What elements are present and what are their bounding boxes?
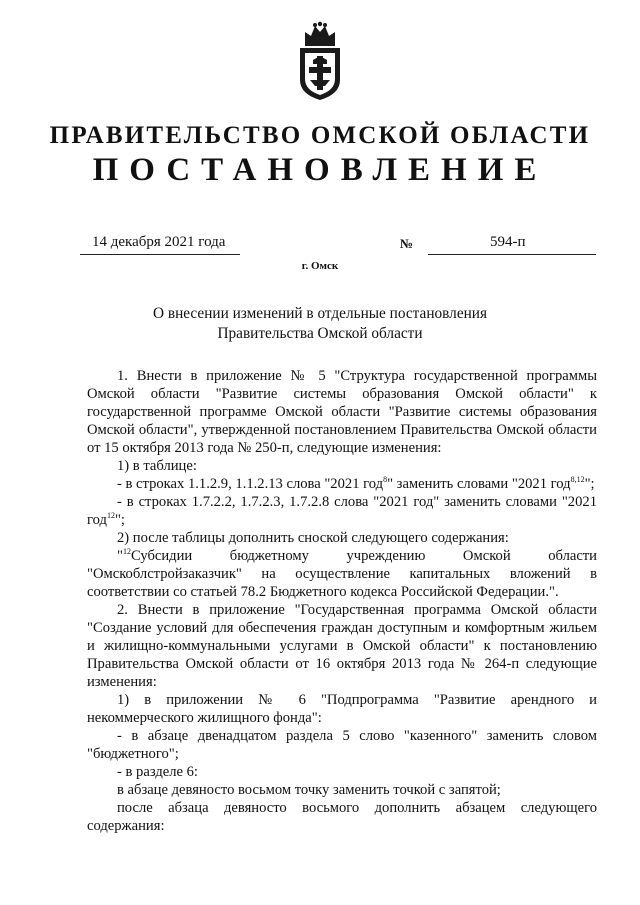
paragraph-10: - в разделе 6: xyxy=(117,764,198,780)
paragraph-6-text-b: Субсидии бюджетному учреждению Омской области "Омскоблстройзаказчик" на осуществление капитальных вложений в соответствии со статьей 78.2 Бюджетного кодекса Российской Федерации.". xyxy=(87,548,597,600)
paragraph-3-text-a: - в строках 1.1.2.9, 1.1.2.13 слова "2021 год xyxy=(117,476,384,492)
paragraph-3-text-c: "; xyxy=(584,476,595,492)
paragraph-1: 1. Внести в приложение № 5 "Структура государственной программы Омской области "Развитие системы образования Омской области" к государственной программе Омской области "Развитие системы образования Омской области", утвержденной постановлением Правительства Омской области от 15 октября 2013 года № 250-п, следующие изменения: xyxy=(87,368,597,456)
paragraph-2: 1) в таблице: xyxy=(117,458,197,474)
paragraph-3 xyxy=(87,475,597,493)
paragraph-4 xyxy=(87,493,597,529)
document-number: 594-п xyxy=(490,234,526,250)
document-date: 14 декабря 2021 года xyxy=(92,234,226,250)
document-subject xyxy=(0,304,640,344)
paragraph-6 xyxy=(87,547,597,601)
footnote-ref-12: 12 xyxy=(106,511,115,521)
paragraph-5: 2) после таблицы дополнить сноской следующего содержания: xyxy=(117,530,509,546)
paragraph-7: 2. Внести в приложение "Государственная программа Омской области "Создание условий для обеспечения граждан доступным и комфортным жильем и жилищно-коммунальными услугами в Омской области" к постановлению Правительства Омской области от 16 октября 2013 года № 264-п следующие изменения: xyxy=(87,602,597,690)
document-type-title: ПОСТАНОВЛЕНИЕ xyxy=(92,152,548,188)
paragraph-9: - в абзаце двенадцатом раздела 5 слово "казенного" заменить словом "бюджетного"; xyxy=(87,728,597,762)
paragraph-6-text-a: " xyxy=(117,548,123,564)
document-body xyxy=(87,367,597,835)
footnote-marker-12: 12 xyxy=(122,547,131,557)
date-field xyxy=(80,234,240,255)
footnote-ref-8-12: 8,12 xyxy=(570,475,585,485)
paragraph-4-text-b: "; xyxy=(114,512,125,528)
paragraph-11: в абзаце девяносто восьмом точку заменить точкой с запятой; xyxy=(117,782,501,798)
paragraph-8: 1) в приложении № 6 "Подпрограмма "Развитие арендного и некоммерческого жилищного фонда": xyxy=(87,692,597,726)
paragraph-12: после абзаца девяносто восьмого дополнить абзацем следующего содержания: xyxy=(87,800,597,834)
paragraph-4-text-a: - в строках 1.7.2.2, 1.7.2.3, 1.7.2.8 слова "2021 год" заменить словами "2021 год xyxy=(87,494,597,528)
city-label: г. Омск xyxy=(301,260,339,272)
number-label: № xyxy=(400,236,414,251)
paragraph-3-text-b: " заменить словами "2021 год xyxy=(387,476,571,492)
number-field xyxy=(428,234,596,255)
footnote-ref-8: 8 xyxy=(383,475,388,485)
omsk-coat-of-arms-icon xyxy=(295,20,345,102)
subject-line-2: Правительства Омской области xyxy=(217,325,423,342)
government-title: ПРАВИТЕЛЬСТВО ОМСКОЙ ОБЛАСТИ xyxy=(49,122,591,149)
subject-line-1: О внесении изменений в отдельные постановления xyxy=(152,305,488,322)
